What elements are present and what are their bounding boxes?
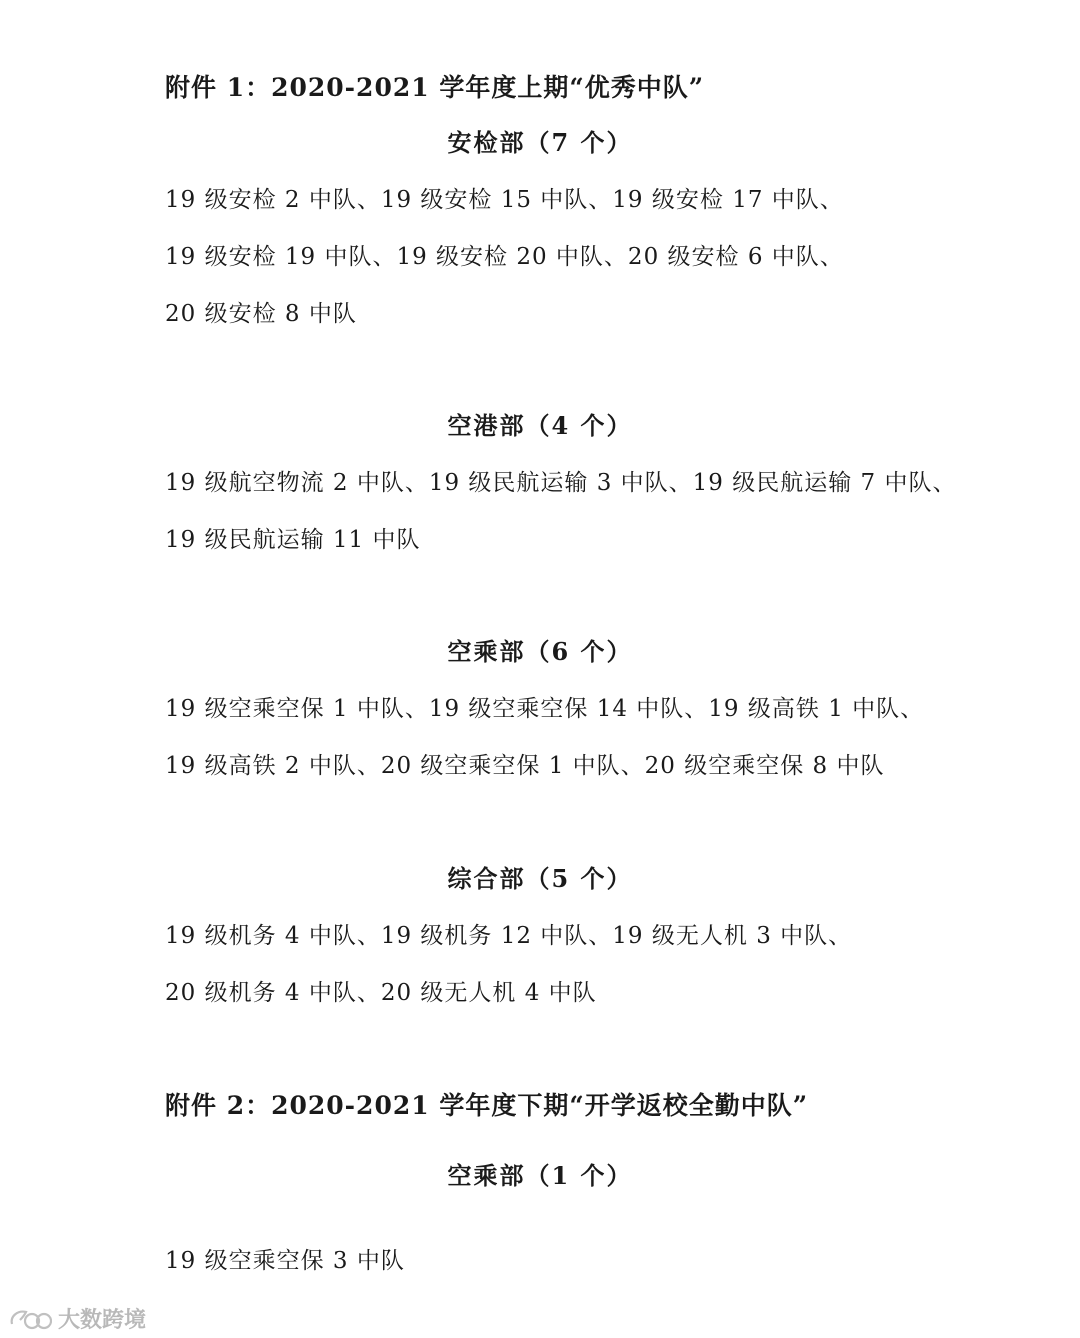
list-line: 19 级安检 2 中队、19 级安检 15 中队、19 级安检 17 中队、 bbox=[165, 187, 844, 213]
weibo-logo-icon bbox=[8, 1306, 52, 1332]
section-title-general: 综合部（5 个） bbox=[447, 864, 633, 893]
list-line: 19 级安检 19 中队、19 级安检 20 中队、20 级安检 6 中队、 bbox=[165, 244, 844, 270]
section-title-airport: 空港部（4 个） bbox=[447, 411, 633, 440]
section-title-cabin-crew: 空乘部（6 个） bbox=[447, 637, 633, 666]
list-line: 20 级安检 8 中队 bbox=[165, 301, 357, 327]
list-line: 19 级民航运输 11 中队 bbox=[165, 527, 421, 553]
list-line: 19 级机务 4 中队、19 级机务 12 中队、19 级无人机 3 中队、 bbox=[165, 923, 853, 949]
attachment-1-heading: 附件 1：2020-2021 学年度上期“优秀中队” bbox=[165, 73, 705, 102]
list-line: 19 级空乘空保 1 中队、19 级空乘空保 14 中队、19 级高铁 1 中队、 bbox=[165, 696, 925, 722]
list-line: 19 级空乘空保 3 中队 bbox=[165, 1248, 405, 1274]
section-title-cabin-crew-2: 空乘部（1 个） bbox=[447, 1161, 633, 1190]
attachment-2-heading: 附件 2：2020-2021 学年度下期“开学返校全勤中队” bbox=[165, 1091, 809, 1120]
section-title-security: 安检部（7 个） bbox=[447, 128, 633, 157]
list-line: 20 级机务 4 中队、20 级无人机 4 中队 bbox=[165, 980, 597, 1006]
watermark bbox=[8, 1303, 146, 1334]
watermark-text: 大数跨境 bbox=[58, 1308, 147, 1333]
list-line: 19 级高铁 2 中队、20 级空乘空保 1 中队、20 级空乘空保 8 中队 bbox=[165, 753, 885, 779]
list-line: 19 级航空物流 2 中队、19 级民航运输 3 中队、19 级民航运输 7 中队、 bbox=[165, 470, 957, 496]
